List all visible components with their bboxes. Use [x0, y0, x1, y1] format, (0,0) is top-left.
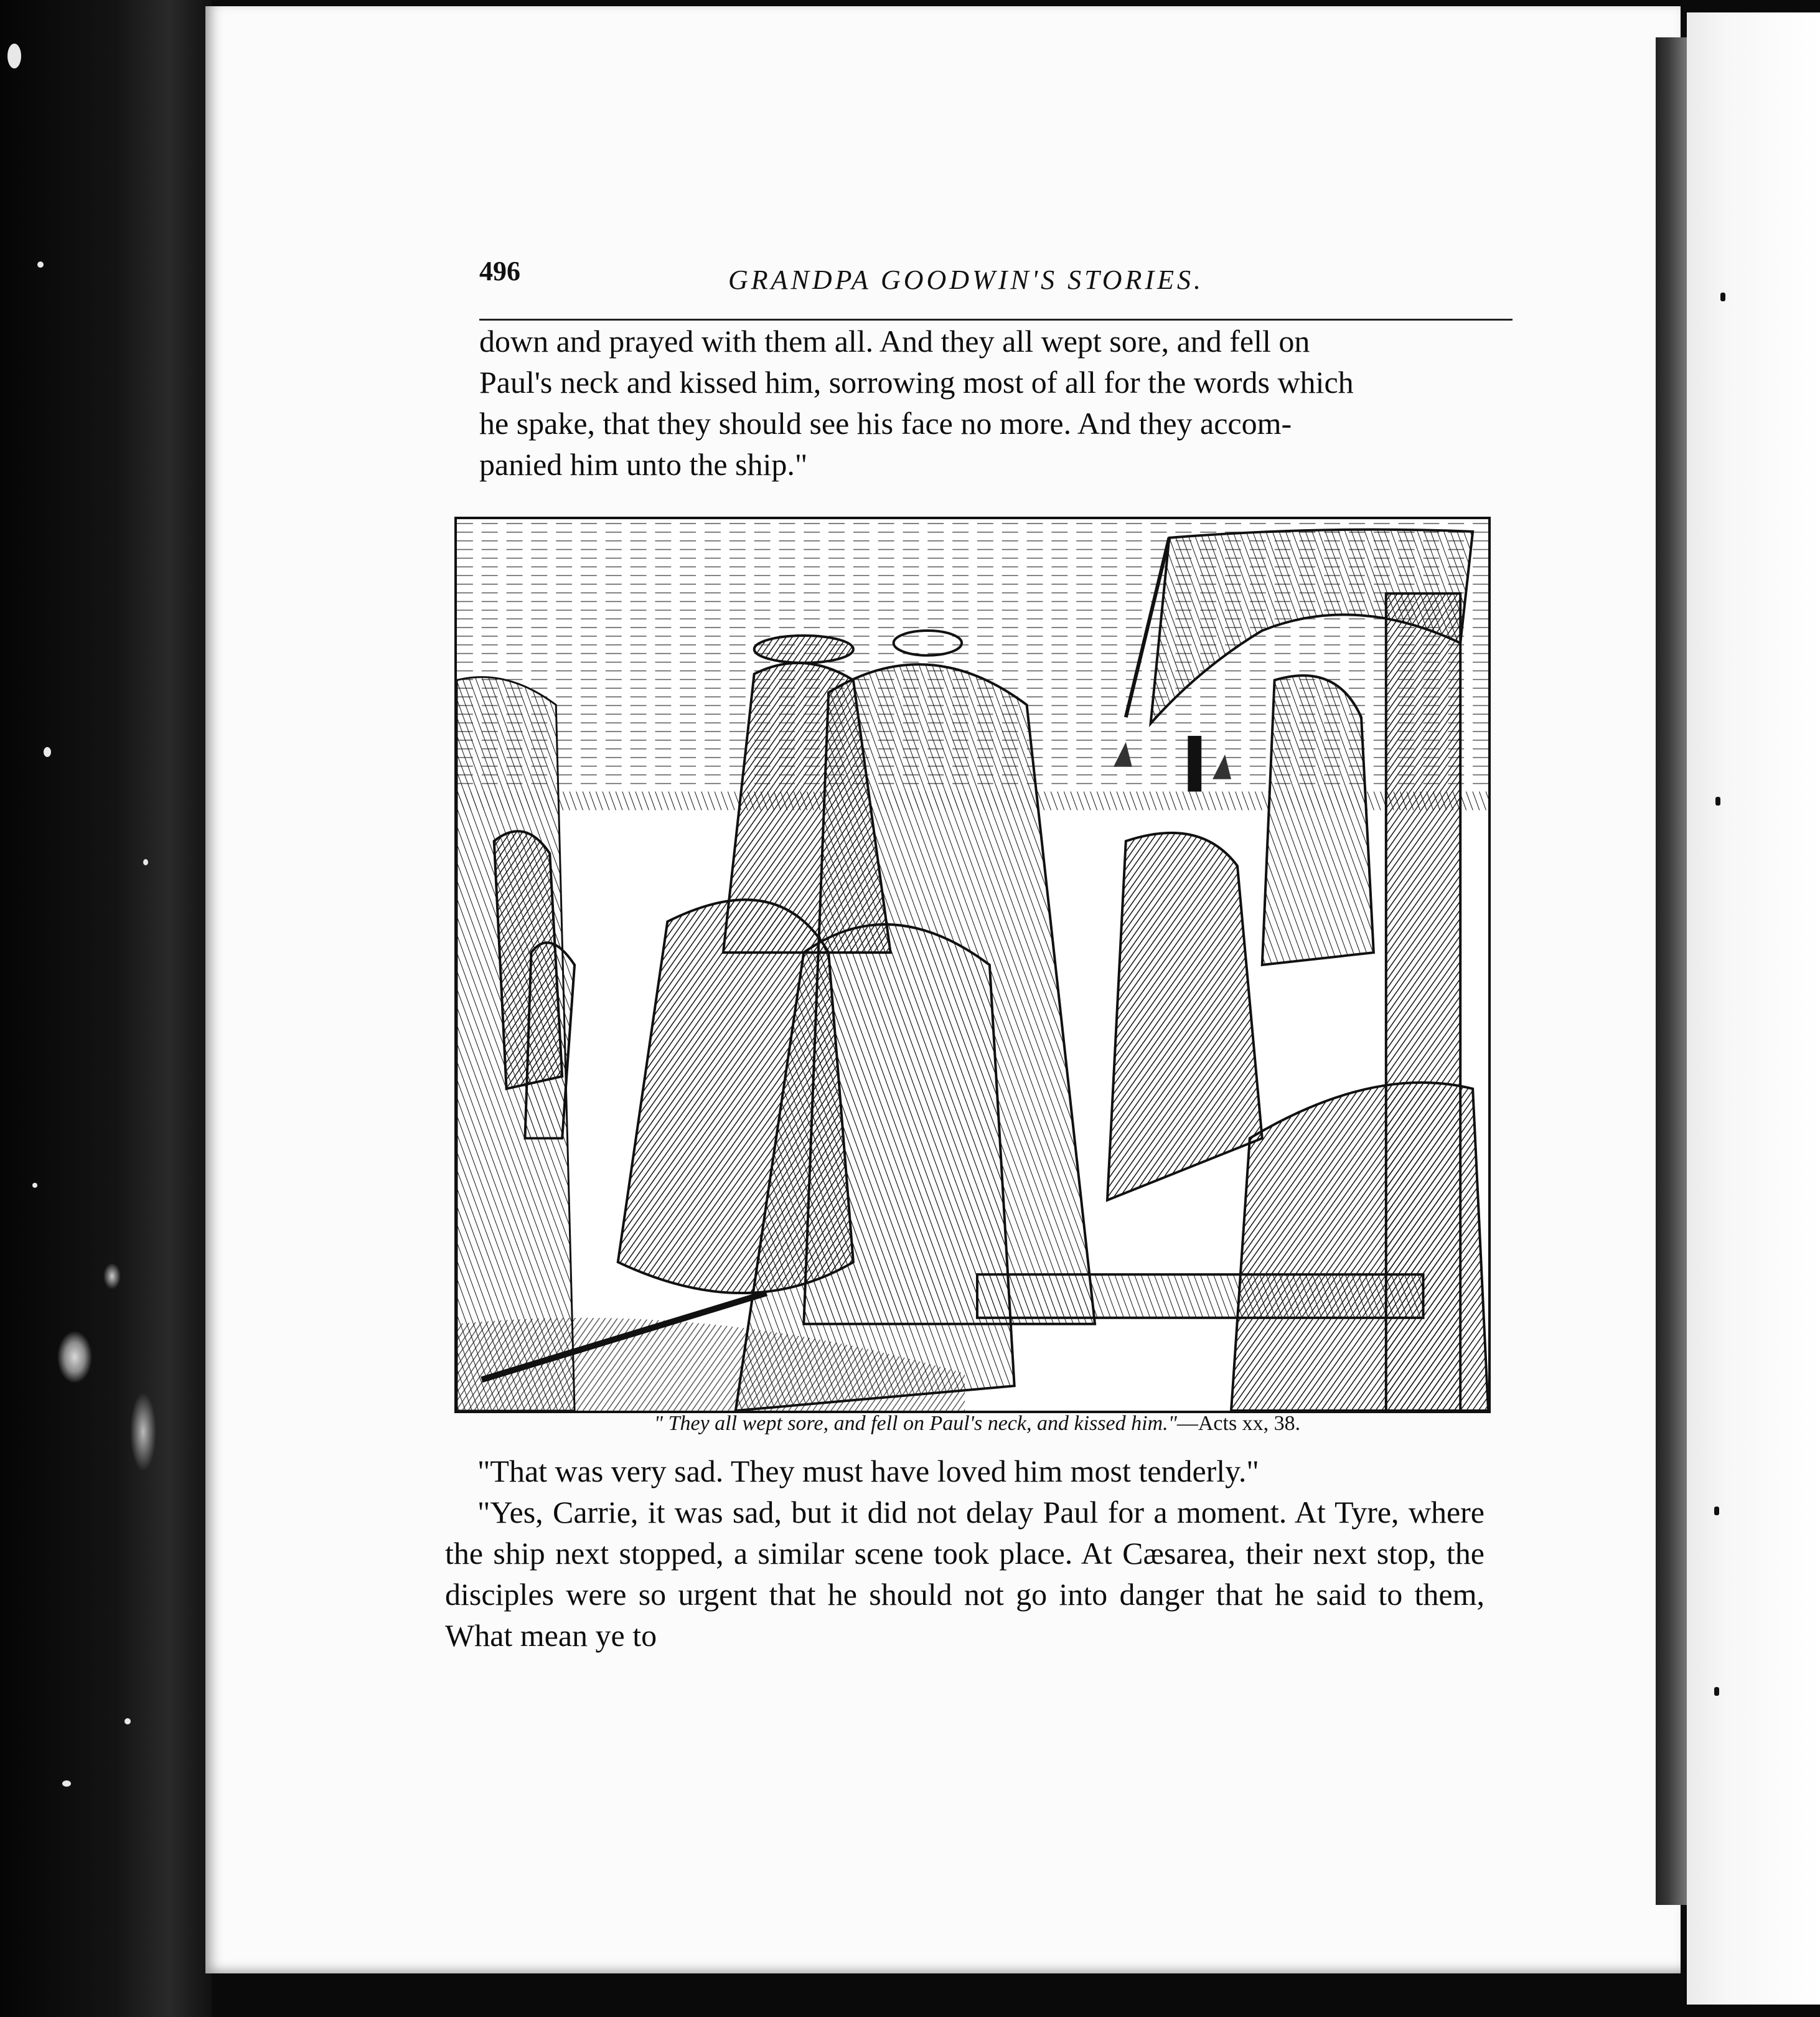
engraving-farewell-scene: [457, 519, 1488, 1411]
text-line: he spake, that they should see his face no more. And they accom-: [479, 406, 1292, 441]
text-line: Paul's neck and kissed him, sorrowing most of all for the words which: [479, 365, 1354, 400]
caption-reference: —Acts xx, 38.: [1176, 1412, 1301, 1435]
facing-page-edge: [1687, 12, 1820, 2005]
running-head: [479, 255, 1513, 305]
text-line: panied him unto the ship.": [479, 447, 808, 482]
scan-left-margin: [0, 0, 212, 2017]
illustration-caption: [479, 1412, 1475, 1436]
text-line: down and prayed with them all. And they all wept sore, and fell on: [479, 324, 1310, 359]
engraving-illustration: [454, 517, 1491, 1413]
page-number: 496: [479, 256, 520, 286]
top-paragraph: [479, 321, 1513, 485]
running-title: GRANDPA GOODWIN'S STORIES.: [728, 265, 1204, 295]
caption-quote: " They all wept sore, and fell on Paul's neck, and kissed him.": [654, 1412, 1177, 1435]
book-gutter: [1656, 37, 1687, 1905]
bottom-text: [445, 1450, 1485, 1656]
paragraph: "That was very sad. They must have loved him most tenderly.": [477, 1454, 1259, 1488]
paragraph: "Yes, Carrie, it was sad, but it did not delay Paul for a moment. At Tyre, where the ship next stopped, a similar scene took place. At Cæsarea, their next stop, the disciples were so urgent that he should not go into danger that he said to them, What mean ye to: [445, 1495, 1485, 1653]
